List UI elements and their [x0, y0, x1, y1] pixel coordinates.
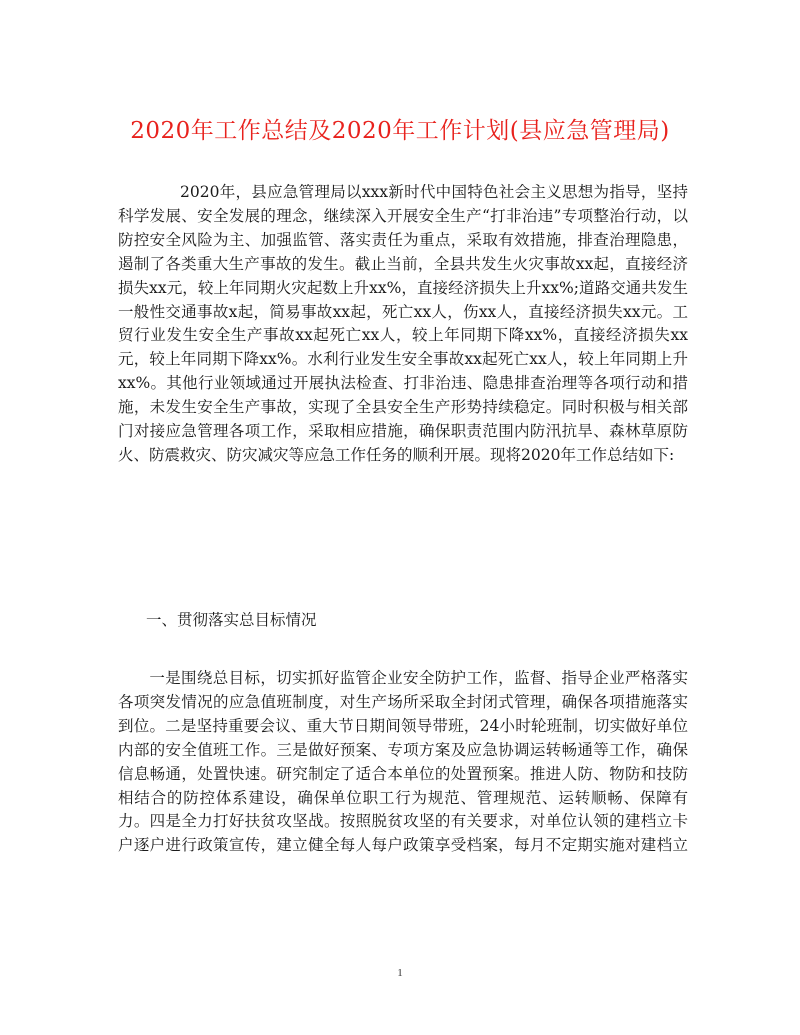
section-heading: 一、贯彻落实总目标情况 — [146, 611, 317, 629]
document-title: 2020年工作总结及2020年工作计划(县应急管理局) — [130, 118, 670, 144]
paragraph-summary — [118, 181, 688, 468]
paragraph-target-situation-text: 一是围绕总目标，切实抓好监管企业安全防护工作，监督、指导企业严格落实各项突发情况的应急值班制度，对生产场所采取全封闭式管理，确保各项措施落实到位。二是坚持重要会议、重大节日期间领导带班，24小时轮班制，切实做好单位内部的安全值班工作。三是做好预案、专项方案及应急协调运转畅通等工作，确保信息畅通，处置快速。研究制定了适合本单位的处置预案。推进人防、物防和技防相结合的防控体系建设，确保单位职工行为规范、管理规范、运转顺畅、保障有力。四是全力打好扶贫攻坚战。按照脱贫攻坚的有关要求，对单位认领的建档立卡户逐户进行政策宣传，建立健全每人每户政策享受档案，每月不定期实施对建档立 — [118, 669, 688, 855]
paragraph-summary-text: 2020年，县应急管理局以xxx新时代中国特色社会主义思想为指导，坚持科学发展、安全发展的理念，继续深入开展安全生产“打非治违”专项整治行动，以防控安全风险为主、加强监管、落实责任为重点，采取有效措施，排查治理隐患，遏制了各类重大生产事故的发生。截止当前，全县共发生火灾事故xx起，直接经济损失xx元，较上年同期火灾起数上升xx%，直接经济损失上升xx%;道路交通共发生一般性交通事故x起，简易事故xx起，死亡xx人，伤xx人，直接经济损失xx元。工贸行业发生安全生产事故xx起死亡xx人，较上年同期下降xx%，直接经济损失xx元，较上年同期下降xx%。水利行业发生安全事故xx起死亡xx人，较上年同期上升xx%。其他行业领域通过开展执法检查、打非治违、隐患排查治理等各项行动和措施，未发生安全生产事故，实现了全县安全生产形势持续稳定。同时积极与相关部门对接应急管理各项工作，采取相应措施，确保职责范围内防汛抗旱、森林草原防火、防震救灾、防灾减灾等应急工作任务的顺利开展。现将2020年工作总结如下: — [118, 183, 688, 464]
paragraph-target-situation — [118, 667, 688, 858]
page-number: 1 — [397, 967, 403, 979]
